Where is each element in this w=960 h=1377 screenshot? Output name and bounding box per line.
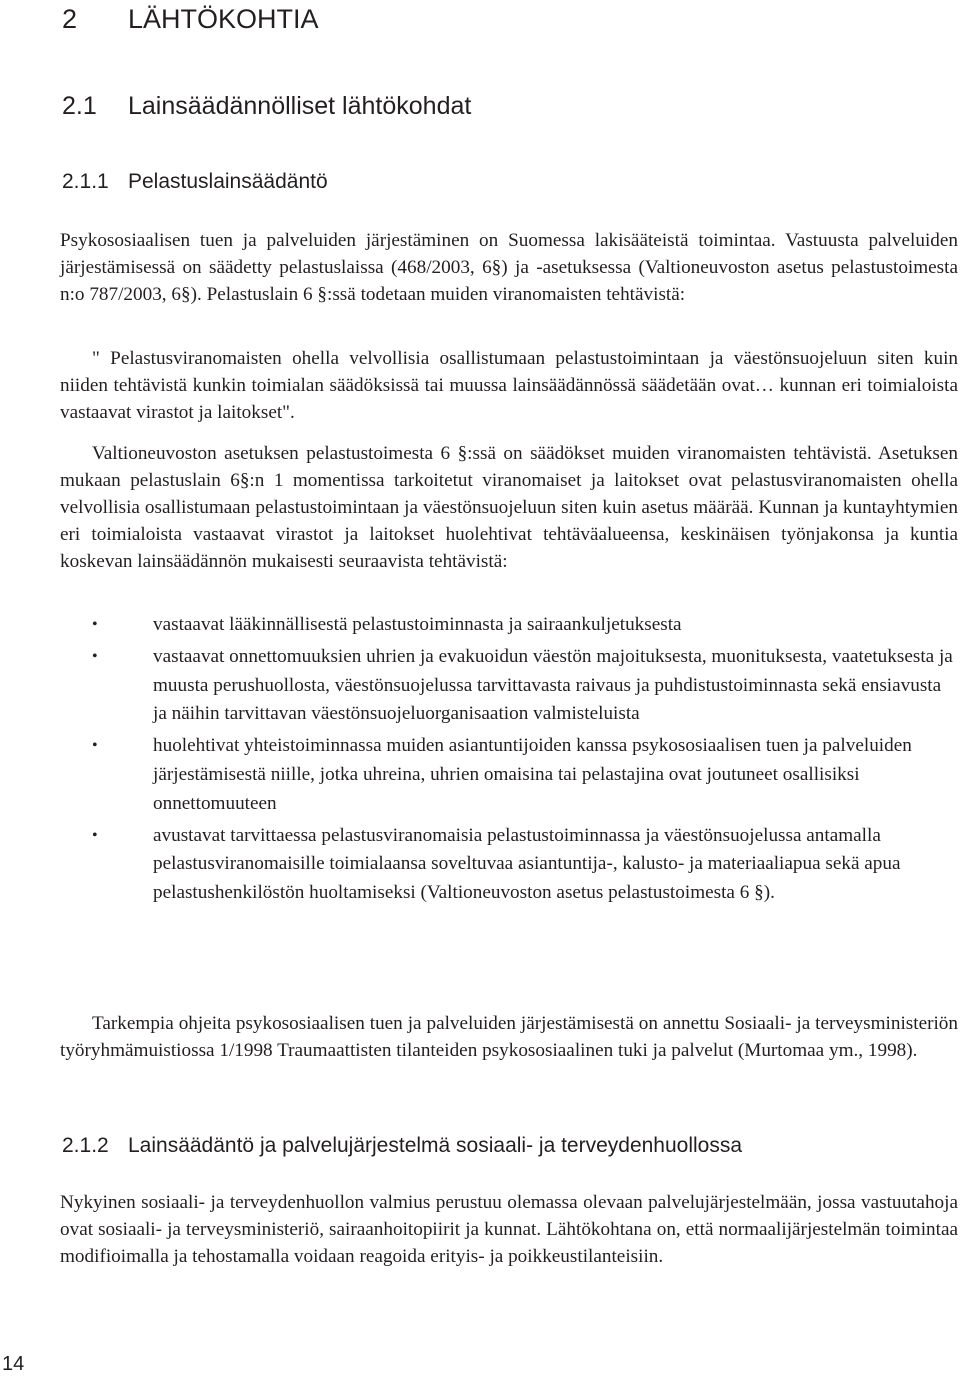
list-item (60, 611, 958, 640)
law-quote: " Pelastusviranomaisten ohella velvollisia osallistumaan pelastustoimintaan ja väestönsuojeluun siten kuin niiden tehtävistä kunkin toimialan säädöksissä tai muussa lainsäädännössä säädetään ovat… kunnan eri toimialoista vastaavat virastot ja laitokset". (60, 348, 958, 423)
paragraph-decree: Valtioneuvoston asetuksen pelastustoimesta 6 §:ssä on säädökset muiden viranomaisten tehtävistä. Asetuksen mukaan pelastuslain 6§:n 1 momentissa tarkoitetut viranomaiset ja laitokset ovat pelastusviranomaisten ohella velvollisia osallistumaan pelastustoimintaan ja väestönsuojeluun siten kuin asetus määrää. Kunnan ja kuntayhtymien eri toimialoista vastaavat virastot ja laitokset huolehtivat tehtäväalueensa, keskinäisen työnjakonsa ja kuntia koskevan lainsäädännön mukaisesti seuraavista tehtävistä: (60, 443, 958, 572)
subsection-heading-1 (62, 169, 328, 195)
duties-list (60, 611, 958, 911)
chapter-title: LÄHTÖKOHTIA (128, 4, 319, 34)
paragraph-service-system: Nykyinen sosiaali- ja terveydenhuollon valmius perustuu olemassa olevaan palvelujärjestelmään, jossa vastuutahoja ovat sosiaali- ja terveysministeriö, sairaanhoitopiirit ja kunnat. Lähtökohtana on, että normaalijärjestelmän toimintaa modifioimalla ja tehostamalla voidaan reagoida erityis- ja poikkeustilanteisiin. (60, 1192, 958, 1267)
subsection-title: Pelastuslainsäädäntö (128, 170, 328, 193)
bullet-icon: • (92, 826, 98, 844)
chapter-number: 2 (62, 4, 78, 34)
list-item (60, 643, 958, 729)
section-number: 2.1 (62, 92, 97, 120)
bullet-icon: • (92, 616, 98, 633)
list-item-text: avustavat tarvittaessa pelastusviranomaisia pelastustoiminnassa ja väestönsuojelussa antamalla pelastusviranomaisille toimialaansa soveltuvaa asiantuntija-, kalusto- ja materiaaliapua sekä apua pelastushenkilöstön huoltamiseksi (Valtioneuvoston asetus pelastustoimesta 6 §). (153, 824, 901, 903)
list-item (60, 732, 958, 818)
bullet-icon: • (92, 737, 98, 755)
subsection-heading-2 (62, 1133, 742, 1159)
list-item-text: vastaavat lääkinnällisestä pelastustoiminnasta ja sairaankuljetuksesta (153, 614, 682, 635)
section-title: Lainsäädännölliset lähtökohdat (128, 92, 472, 120)
subsection-number: 2.1.2 (62, 1134, 109, 1157)
paragraph-intro: Psykososiaalisen tuen ja palveluiden järjestäminen on Suomessa lakisääteistä toimintaa. Vastuusta palveluiden järjestämisessä on säädetty pelastuslaissa (468/2003, 6§) ja -asetuksessa (Valtioneuvoston asetus pelastustoimesta n:o 787/2003, 6§). Pelastuslain 6 §:ssä todetaan muiden viranomaisten tehtävistä: (60, 230, 958, 305)
subsection-title: Lainsäädäntö ja palvelujärjestelmä sosiaali- ja terveydenhuollossa (128, 1134, 743, 1157)
bullet-icon: • (92, 648, 98, 666)
page-number: 14 (2, 1353, 25, 1375)
chapter-heading (62, 4, 319, 34)
paragraph-guidelines: Tarkempia ohjeita psykososiaalisen tuen ja palveluiden järjestämisestä on annettu Sosiaali- ja terveysministeriön työryhmämuistiossa 1/1998 Traumaattisten tilanteiden psykososiaalinen tuki ja palvelut (Murtomaa ym., 1998). (60, 1013, 958, 1061)
section-heading (62, 91, 471, 121)
list-item (60, 822, 958, 908)
list-item-text: vastaavat onnettomuuksien uhrien ja evakuoidun väestön majoituksesta, muonituksesta, vaatetuksesta ja muusta perushuollosta, väestönsuojelussa tarvittavasta raivaus ja puhdistustoiminnasta sekä ensiavusta ja näihin tarvittavan väestönsuojeluorganisaation valmisteluista (153, 646, 953, 725)
subsection-number: 2.1.1 (62, 170, 109, 193)
list-item-text: huolehtivat yhteistoiminnassa muiden asiantuntijoiden kanssa psykososiaalisen tuen ja palveluiden järjestämisestä niille, jotka uhreina, uhrien omaisina tai pelastajina ovat joutuneet osallisiksi onnettomuuteen (153, 735, 912, 814)
